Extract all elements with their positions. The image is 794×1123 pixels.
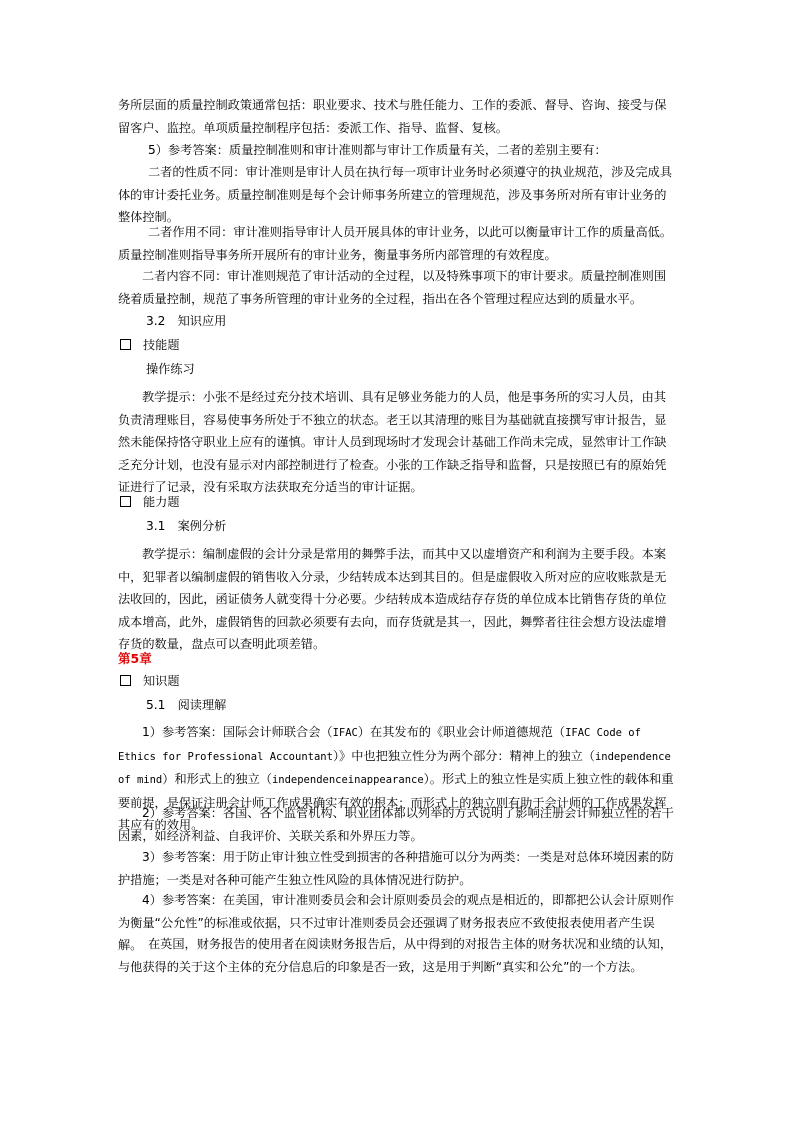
paragraph-answer-4: 4）参考答案：在美国，审计准则委员会和会计原则委员会的观点是相近的，即都把公认会计原则作为衡量“公允性”的标准或依据，只不过审计准则委员会还强调了财务报表应不致使报表使用者产生误解。 [118, 893, 674, 952]
paragraph-answer-5: 5）参考答案：质量控制准则和审计准则都与审计工作质量有关，二者的差别主要有： [148, 143, 607, 157]
paragraph-teaching-tip-2: 教学提示：编制虚假的会计分录是常用的舞弊手法，而其中又以虚增资产和利润为主要手段。本案中，犯罪者以编制虚假的销售收入分录，少结转成本达到其目的。但是虚假收入所对应的应收账款是无法收回的，因此，函证债务人就变得十分必要。少结转成本造成结存存货的单位成本比销售存货的单位成本增高，此外，虚假销售的回款必须要有去向，而存货就是其一，因此，舞弊者往往会想方设法虚增存货的数量，盘点可以查明此项差错。 [118, 547, 667, 651]
chapter-heading-5: 第5章 [118, 651, 152, 666]
paragraph-uk-fairness: 在英国，财务报告的使用者在阅读财务报告后，从中得到的对报告主体的财务状况和业绩的认知，与他获得的关于这个主体的充分信息后的印象是否一致，这是用于判断“真实和公允”的一个方法。 [118, 937, 673, 974]
heading-practice: 操作练习 [146, 362, 195, 376]
paragraph-answer-3: 3）参考答案：用于防止审计独立性受到损害的各种措施可以分为两类：一类是对总体环境因素的防护措施；一类是对各种可能产生独立性风险的具体情况进行防护。 [118, 850, 674, 887]
section-heading-3-2: 3.2 知识应用 [146, 314, 227, 328]
checkbox-square-icon [120, 675, 131, 686]
section-heading-5-1: 5.1 阅读理解 [146, 698, 227, 712]
paragraph-answer-1: 1）参考答案：国际会计师联合会（IFAC）在其发布的《职业会计师道德规范（IFAC Code of Ethics for Professional Accountant）》中也把独立性分为两个部分：精神上的独立（independence of mind）和形式上的独立（independenceinappearance）。形式上的独立性是实质上独立性的载体和重要前提，是保证注册会计师工作成果确实有效的根本；而形式上的独立则有助于会计师的工作成果发挥其应有的效用。 [118, 725, 674, 832]
paragraph-answer-2: 2）参考答案：各国、各个监管机构、职业团体都以列举的方式说明了影响注册会计师独立性的若干因素，如经济利益、自我评价、关联关系和外界压力等。 [118, 806, 674, 843]
paragraph-nature-difference: 二者的性质不同：审计准则是审计人员在执行每一项审计业务时必须遵守的执业规范，涉及完成具体的审计委托业务。质量控制准则是每个会计师事务所建立的管理规范，涉及事务所对所有审计业务的整体控制。 [118, 165, 673, 224]
paragraph-teaching-tip-1: 教学提示：小张不是经过充分技术培训、具有足够业务能力的人员，他是事务所的实习人员，由其负责清理账目，容易使事务所处于不独立的状态。老王以其清理的账目为基础就直接撰写审计报告，显然未能保持恪守职业上应有的谨慎。审计人员到现场时才发现会计基础工作尚未完成，显然审计工作缺乏充分计划，也没有显示对内部控制进行了检查。小张的工作缺乏指导和监督，只是按照已有的原始凭证进行了记录，没有采取方法获取充分适当的审计证据。 [118, 390, 667, 494]
paragraph-role-difference: 二者作用不同：审计准则指导审计人员开展具体的审计业务，以此可以衡量审计工作的质量高低。质量控制准则指导事务所开展所有的审计业务，衡量事务所内部管理的有效程度。 [118, 225, 673, 262]
section-heading-3-1: 3.1 案例分析 [146, 519, 227, 533]
heading-knowledge-questions: 知识题 [120, 670, 680, 693]
heading-skill-questions: 技能题 [120, 334, 680, 357]
paragraph-quality-policy: 务所层面的质量控制政策通常包括：职业要求、技术与胜任能力、工作的委派、督导、咨询、接受与保留客户、监控。单项质量控制程序包括：委派工作、指导、监督、复核。 [118, 98, 667, 135]
checkbox-square-icon [120, 339, 131, 350]
heading-ability-questions: 能力题 [120, 491, 680, 514]
paragraph-content-difference: 二者内容不同：审计准则规范了审计活动的全过程，以及特殊事项下的审计要求。质量控制准则围绕着质量控制，规范了事务所管理的审计业务的全过程，指出在各个管理过程应达到的质量水平。 [118, 269, 667, 306]
checkbox-square-icon [120, 496, 131, 507]
